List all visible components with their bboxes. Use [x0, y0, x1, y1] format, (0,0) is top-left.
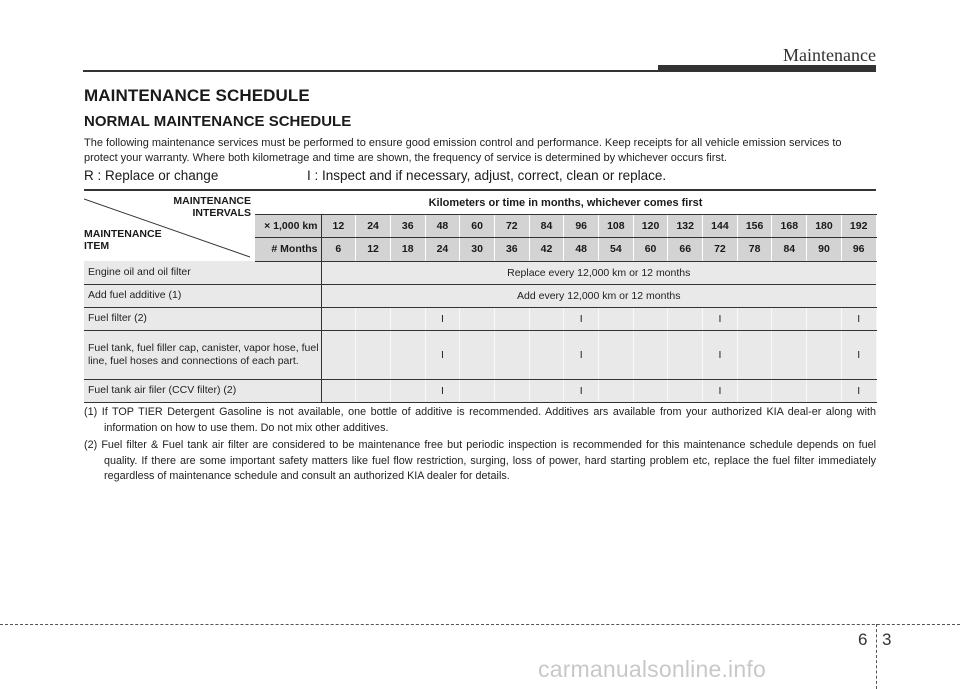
legend-inspect: I : Inspect and if necessary, adjust, correct, clean or replace.	[307, 168, 667, 183]
item-interval-span: Replace every 12,000 km or 12 months	[321, 261, 876, 284]
table-row	[84, 284, 876, 307]
months-value: 72	[703, 238, 738, 261]
item-name: Fuel tank air filer (CCV filter) (2)	[84, 379, 321, 402]
months-value: 60	[633, 238, 668, 261]
schedule-cell	[668, 330, 703, 379]
schedule-cell: I	[564, 330, 599, 379]
months-value: 90	[807, 238, 842, 261]
schedule-cell: I	[564, 307, 599, 330]
schedule-cell	[807, 379, 842, 402]
months-value: 24	[425, 238, 460, 261]
schedule-cell: I	[564, 379, 599, 402]
table-row	[84, 261, 876, 284]
schedule-cell	[321, 379, 356, 402]
table-row	[84, 379, 876, 402]
table-row	[84, 330, 876, 379]
corner-item-line1: MAINTENANCE	[84, 228, 162, 240]
months-value: 78	[737, 238, 772, 261]
km-value: 144	[703, 215, 738, 238]
months-value: 6	[321, 238, 356, 261]
km-value: 84	[529, 215, 564, 238]
km-value: 48	[425, 215, 460, 238]
schedule-cell	[494, 379, 529, 402]
schedule-cell	[633, 379, 668, 402]
schedule-cell	[599, 379, 634, 402]
schedule-cell: I	[703, 330, 738, 379]
months-value: 66	[668, 238, 703, 261]
footnote-2: (2) Fuel filter & Fuel tank air filter are considered to be maintenance free but periodic inspection is recommended for this maintenance schedule depends on fuel quality. If there are some important safety matters like fuel flow restriction, surging, loss of power, hard starting problem etc, replace the fuel filter immediately regardless of maintenance schedule and consult an authorized KIA dealer for details.	[84, 439, 876, 482]
schedule-cell	[633, 330, 668, 379]
schedule-cell	[460, 307, 495, 330]
schedule-cell	[772, 330, 807, 379]
item-name: Add fuel additive (1)	[84, 284, 321, 307]
schedule-cell	[772, 307, 807, 330]
schedule-cell	[599, 330, 634, 379]
page-title: MAINTENANCE SCHEDULE	[84, 86, 310, 105]
months-value: 12	[356, 238, 391, 261]
schedule-cell	[356, 330, 391, 379]
schedule-cell	[321, 330, 356, 379]
schedule-cell	[390, 330, 425, 379]
schedule-cell	[390, 307, 425, 330]
schedule-cell	[529, 307, 564, 330]
schedule-cell	[599, 307, 634, 330]
footnote-1: (1) If TOP TIER Detergent Gasoline is not available, one bottle of additive is recommended. Additives ars available from your authorized KIA deal-er along with information on how to use them. Do not mix other additives.	[84, 406, 876, 434]
schedule-cell	[668, 379, 703, 402]
schedule-cell	[460, 379, 495, 402]
corner-item-line2: ITEM	[84, 240, 110, 252]
km-value: 120	[633, 215, 668, 238]
km-value: 72	[494, 215, 529, 238]
schedule-cell: I	[841, 330, 876, 379]
km-value: 180	[807, 215, 842, 238]
section-title: Maintenance	[783, 45, 876, 65]
intro-paragraph: The following maintenance services must be performed to ensure good emission control and performance. Keep receipts for all vehicle emission services to protect your warranty. Where both kilometrage and time are shown, the frequency of service is determined by whichever occurs first.	[84, 137, 842, 164]
schedule-cell	[494, 307, 529, 330]
km-value: 96	[564, 215, 599, 238]
table-row	[84, 307, 876, 330]
km-value: 36	[390, 215, 425, 238]
schedule-cell	[737, 307, 772, 330]
corner-intervals-line2: INTERVALS	[192, 207, 251, 219]
schedule-cell	[529, 379, 564, 402]
schedule-cell	[390, 379, 425, 402]
table-corner-cell	[84, 190, 255, 261]
item-name: Fuel tank, fuel filler cap, canister, vapor hose, fuel line, fuel hoses and connections of each part.	[84, 330, 321, 379]
schedule-cell: I	[425, 307, 460, 330]
months-value: 84	[772, 238, 807, 261]
km-value: 132	[668, 215, 703, 238]
watermark: carmanualsonline.info	[538, 656, 766, 682]
legend-replace: R : Replace or change	[84, 168, 219, 183]
schedule-cell: I	[841, 307, 876, 330]
schedule-cell	[529, 330, 564, 379]
footer-divider	[876, 624, 877, 689]
schedule-cell	[321, 307, 356, 330]
months-value: 42	[529, 238, 564, 261]
km-value: 168	[772, 215, 807, 238]
schedule-cell	[737, 330, 772, 379]
table-header: Kilometers or time in months, whichever comes first	[255, 190, 876, 215]
schedule-cell	[668, 307, 703, 330]
schedule-cell	[633, 307, 668, 330]
months-value: 36	[494, 238, 529, 261]
footer-rule	[0, 624, 960, 625]
km-value: 24	[356, 215, 391, 238]
page-subtitle: NORMAL MAINTENANCE SCHEDULE	[84, 113, 352, 130]
header-rule-accent	[658, 65, 876, 72]
corner-intervals-label	[173, 195, 251, 219]
km-value: 156	[737, 215, 772, 238]
schedule-table	[84, 189, 877, 403]
km-value: 60	[460, 215, 495, 238]
item-interval-span: Add every 12,000 km or 12 months	[321, 284, 876, 307]
km-value: 192	[841, 215, 876, 238]
schedule-cell	[356, 307, 391, 330]
corner-intervals-line1: MAINTENANCE	[173, 195, 251, 207]
schedule-cell: I	[703, 379, 738, 402]
schedule-cell	[807, 330, 842, 379]
schedule-cell: I	[425, 379, 460, 402]
km-label: × 1,000 km	[255, 215, 321, 238]
km-value: 12	[321, 215, 356, 238]
item-name: Fuel filter (2)	[84, 307, 321, 330]
item-name: Engine oil and oil filter	[84, 261, 321, 284]
months-value: 54	[599, 238, 634, 261]
months-value: 30	[460, 238, 495, 261]
schedule-cell	[807, 307, 842, 330]
months-value: 18	[390, 238, 425, 261]
corner-item-label	[84, 228, 162, 252]
schedule-cell: I	[841, 379, 876, 402]
schedule-cell	[460, 330, 495, 379]
schedule-cell	[772, 379, 807, 402]
months-label: # Months	[255, 238, 321, 261]
schedule-cell: I	[703, 307, 738, 330]
km-value: 108	[599, 215, 634, 238]
months-value: 48	[564, 238, 599, 261]
page-number: 3	[882, 630, 892, 649]
schedule-cell: I	[425, 330, 460, 379]
schedule-cell	[356, 379, 391, 402]
months-value: 96	[841, 238, 876, 261]
footnotes	[84, 405, 876, 487]
schedule-cell	[494, 330, 529, 379]
schedule-cell	[737, 379, 772, 402]
page-chapter-number: 6	[858, 630, 868, 649]
